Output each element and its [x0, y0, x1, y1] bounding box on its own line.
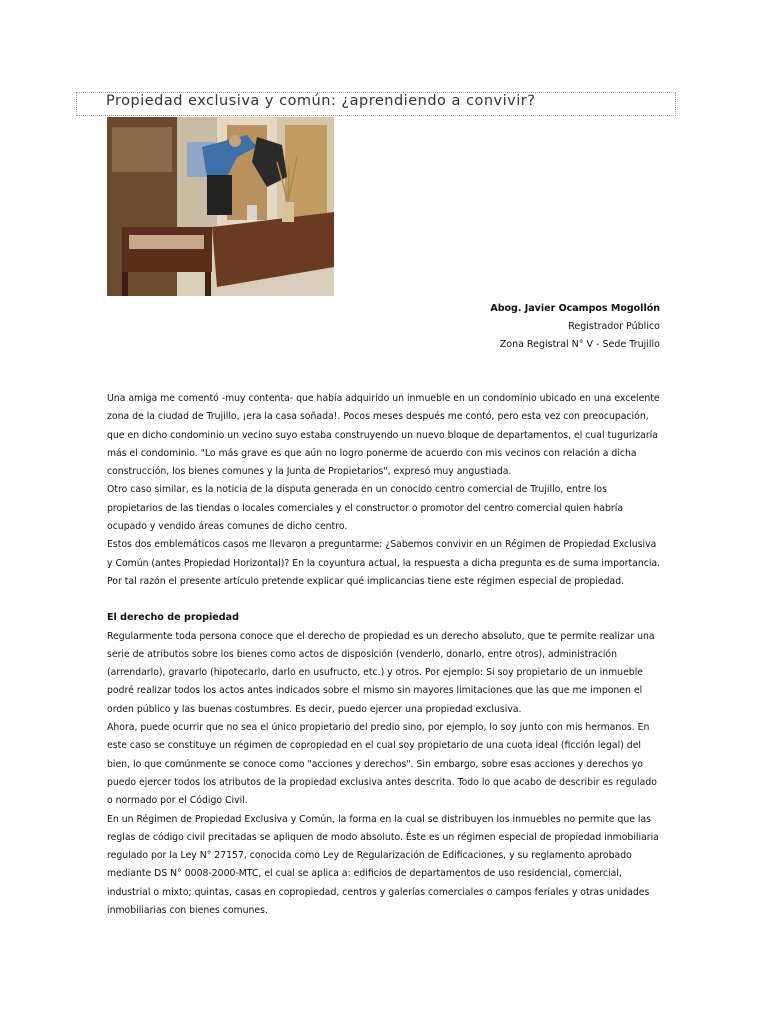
article-title: Propiedad exclusiva y común: ¿aprendiendo a convivir?	[106, 93, 536, 109]
author-block	[490, 300, 660, 354]
section-paragraph: Regularmente toda persona conoce que el derecho de propiedad es un derecho absoluto, que te permite realizar una serie de atributos sobre los bienes como actos de disposición (venderlo, donarlo, entre otros), administración (arrendarlo), gravarlo (hipotecarlo, darlo en usufructo, etc.) y otros. Por ejemplo: Si soy propietario de un inmueble podré realizar todos los actos antes indicados sobre el mismo sin mayores limitaciones que las que me imponen el orden público y las buenas costumbres. Es decir, puedo ejercer una propiedad exclusiva.	[107, 630, 655, 715]
section-heading: El derecho de propiedad	[107, 612, 240, 624]
spacer	[107, 591, 661, 609]
author-office: Zona Registral N° V - Sede Trujillo	[499, 339, 660, 350]
intro-paragraph: Estos dos emblemáticos casos me llevaron a preguntarme: ¿Sabemos convivir en un Régimen de Propiedad Exclusiva y Común (antes Propiedad Horizontal)? En la coyuntura actual, la respuesta a dicha pregunta es de suma importancia. Por tal razón el presente artículo pretende explicar qué implicancias tiene este régimen especial de propiedad.	[107, 539, 661, 587]
article-photo	[107, 117, 334, 296]
intro-paragraph: Otro caso similar, es la noticia de la disputa generada en un conocido centro comercial de Trujillo, entre los propietarios de las tiendas o locales comerciales y el constructor o promotor del centro comercial quien habría ocupado y vendido áreas comunes de dicho centro.	[107, 484, 624, 533]
author-name: Abog. Javier Ocampos Mogollón	[490, 303, 660, 314]
section-paragraph: Ahora, puede ocurrir que no sea el único propietario del predio sino, por ejemplo, lo soy junto con mis hermanos. En este caso se constituye un régimen de copropiedad en el cual soy propietario de una cuota ideal (ficción legal) del bien, lo que comúnmente se conoce como "acciones y derechos". Sin embargo, sobre esas acciones y derechos yo puedo ejercer todos los atributos de la propiedad exclusiva antes descrita. Todo lo que acabo de describir es regulado o normado por el Código Civil.	[107, 722, 657, 807]
article-body	[107, 390, 661, 920]
intro-paragraph: Una amiga me comentó -muy contenta- que había adquirido un inmueble en un condominio ubicado en una excelente zona de la ciudad de Trujillo, ¡era la casa soñada!. Pocos meses después me contó, pero esta vez con preocupación, que en dicho condominio un vecino suyo estaba construyendo un nuevo bloque de departamentos, el cual tugurizaría más el condominio. "Lo más grave es que aún no logro ponerme de acuerdo con mis vecinos con relación a dicha construcción, los bienes comunes y la Junta de Propietarios", expresó muy angustiada.	[107, 393, 660, 478]
author-role: Registrador Público	[568, 321, 660, 332]
section-paragraph: En un Régimen de Propiedad Exclusiva y Común, la forma en la cual se distribuyen los inmuebles no permite que las reglas de código civil precitadas se apliquen de modo absoluto. Éste es un régimen especial de propiedad inmobiliaria regulado por la Ley N° 27157, conocida como Ley de Regularización de Edificaciones, y su reglamento aprobado mediante DS N° 0008-2000-MTC, el cual se aplica a: edificios de departamentos de uso residencial, comercial, industrial o mixto; quintas, casas en copropiedad, centros y galerías comerciales o campos feriales y otras unidades inmobiliarias con bienes comunes.	[107, 813, 659, 917]
